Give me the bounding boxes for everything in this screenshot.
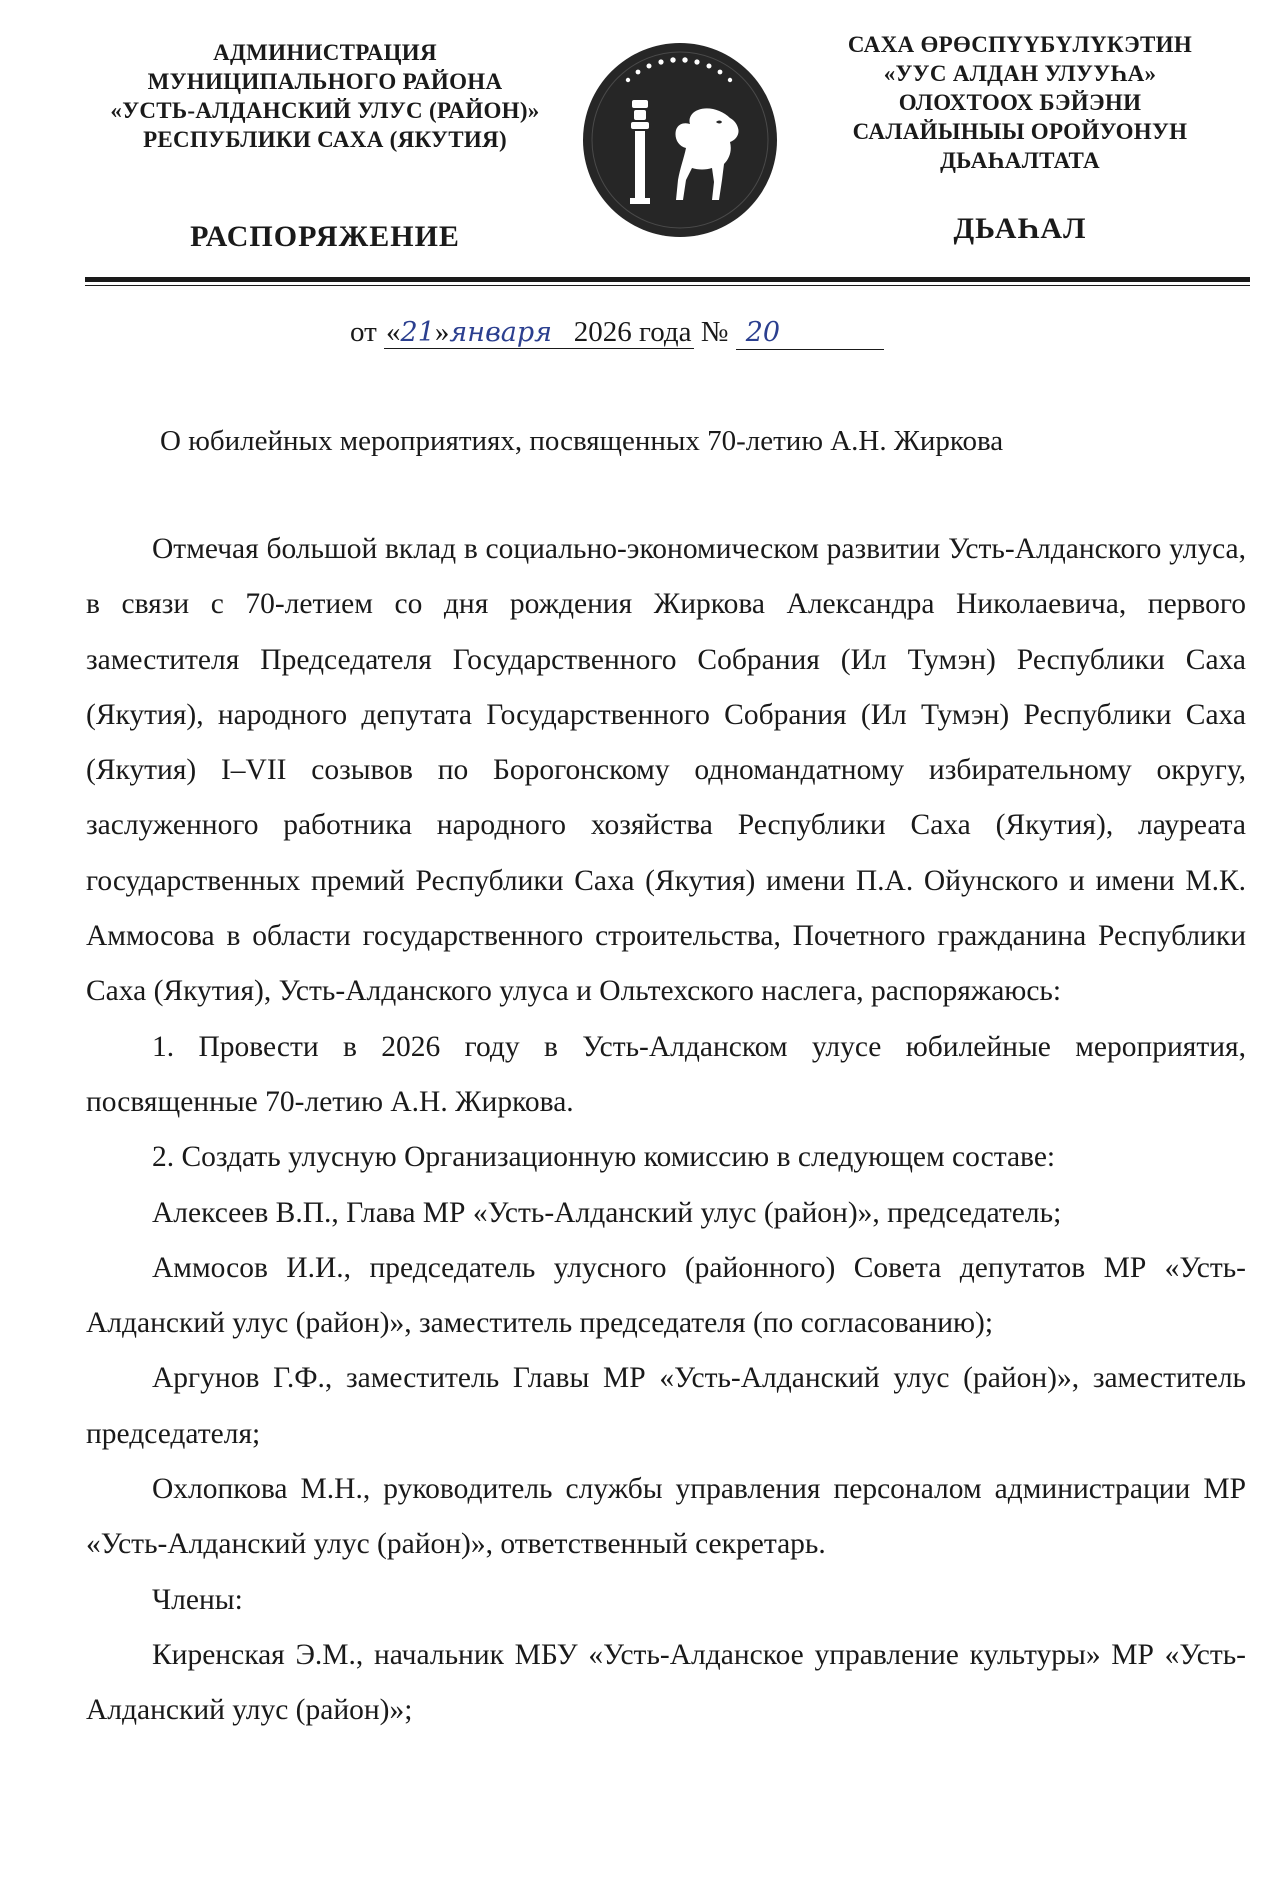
header-right-line: ОЛОХТООХ БЭЙЭНИ [898,90,1142,115]
body-paragraph-preamble: Отмечая большой вклад в социально-экономическом развитии Усть-Алданского улуса, в связи с 70-летием со дня рождения Жиркова Александра Николаевича, первого заместителя Председателя Государственного Собрания (Ил Тумэн) Республики Саха (Якутия), народного депутата Государственного Собрания (Ил Тумэн) Республики Саха (Якутия) I–VII созывов по Борогонскому одномандатному избирательному округу, заслуженного работника народного хозяйства Республики Саха (Якутия), лауреата государственных премий Республики Саха (Якутия) имени П.А. Ойунского и имени М.К. Аммосова в области государственного строительства, Почетного гражданина Республики Саха (Якутия), Усть-Алданского улуса и Ольтехского наслега, распоряжаюсь: [86,533,1246,1008]
header-divider-thick [85,277,1250,282]
coat-of-arms-emblem-icon [580,40,780,240]
header-right-line: ДЬАҺАЛТАТА [940,148,1100,173]
header-left-russian [95,38,555,154]
date-year: 2026 года [573,316,692,348]
document-subject: О юбилейных мероприятиях, посвященных 70-летию А.Н. Жиркова [160,425,1004,457]
document-body [86,522,1246,1739]
header-left-line: АДМИНИСТРАЦИЯ [213,40,437,65]
document-date-line [350,316,884,350]
document-number-field [736,316,884,350]
date-open-quote: « [386,316,401,348]
document-number-handwritten: 20 [745,317,781,348]
header-left-line: «УСТЬ-АЛДАНСКИЙ УЛУС (РАЙОН)» [110,98,540,123]
date-prefix: от [350,316,377,348]
commission-member: Охлопкова М.Н., руководитель службы управления персоналом администрации МР «Усть-Алданский улус (район)», ответственный секретарь. [86,1473,1246,1561]
header-left-line: МУНИЦИПАЛЬНОГО РАЙОНА [147,69,503,94]
commission-member: Киренская Э.М., начальник МБУ «Усть-Алданское управление культуры» МР «Усть-Алданский улус (район)»; [86,1638,1246,1727]
date-month-handwritten: января [449,317,553,348]
date-underlined [384,316,693,349]
number-sign: № [700,316,729,348]
commission-member: Алексеев В.П., Глава МР «Усть-Алданский улус (район)», председатель; [152,1196,1062,1229]
header-left-line: РЕСПУБЛИКИ САХА (ЯКУТИЯ) [143,127,507,152]
date-day-handwritten: 21 [400,317,435,348]
body-paragraph-item-1: 1. Провести в 2026 году в Усть-Алданском улусе юбилейные мероприятия, посвященные 70-летию А.Н. Жиркова. [86,1030,1246,1118]
members-heading: Члены: [152,1583,243,1616]
header-right-line: САЛАЙЫНЫЫ ОРОЙУОНУН [852,119,1188,144]
header-right-yakut [820,30,1220,175]
commission-member: Аргунов Г.Ф., заместитель Главы МР «Усть-Алданский улус (район)», заместитель председателя; [86,1362,1246,1450]
commission-member: Аммосов И.И., председатель улусного (районного) Совета депутатов МР «Усть-Алданский улус (район)», заместитель председателя (по согласованию); [86,1251,1246,1340]
header-right-line: САХА ӨРӨСПҮҮБҮЛҮКЭТИН [847,32,1193,57]
header-right-line: «УУС АЛДАН УЛУУҺА» [883,61,1157,86]
date-close-quote: » [434,316,450,348]
header-divider-thin [85,285,1250,286]
document-type-russian: РАСПОРЯЖЕНИЕ [190,220,460,253]
document-type-yakut: ДЬАҺАЛ [953,212,1087,245]
body-paragraph-item-2: 2. Создать улусную Организационную комиссию в следующем составе: [152,1141,1056,1174]
